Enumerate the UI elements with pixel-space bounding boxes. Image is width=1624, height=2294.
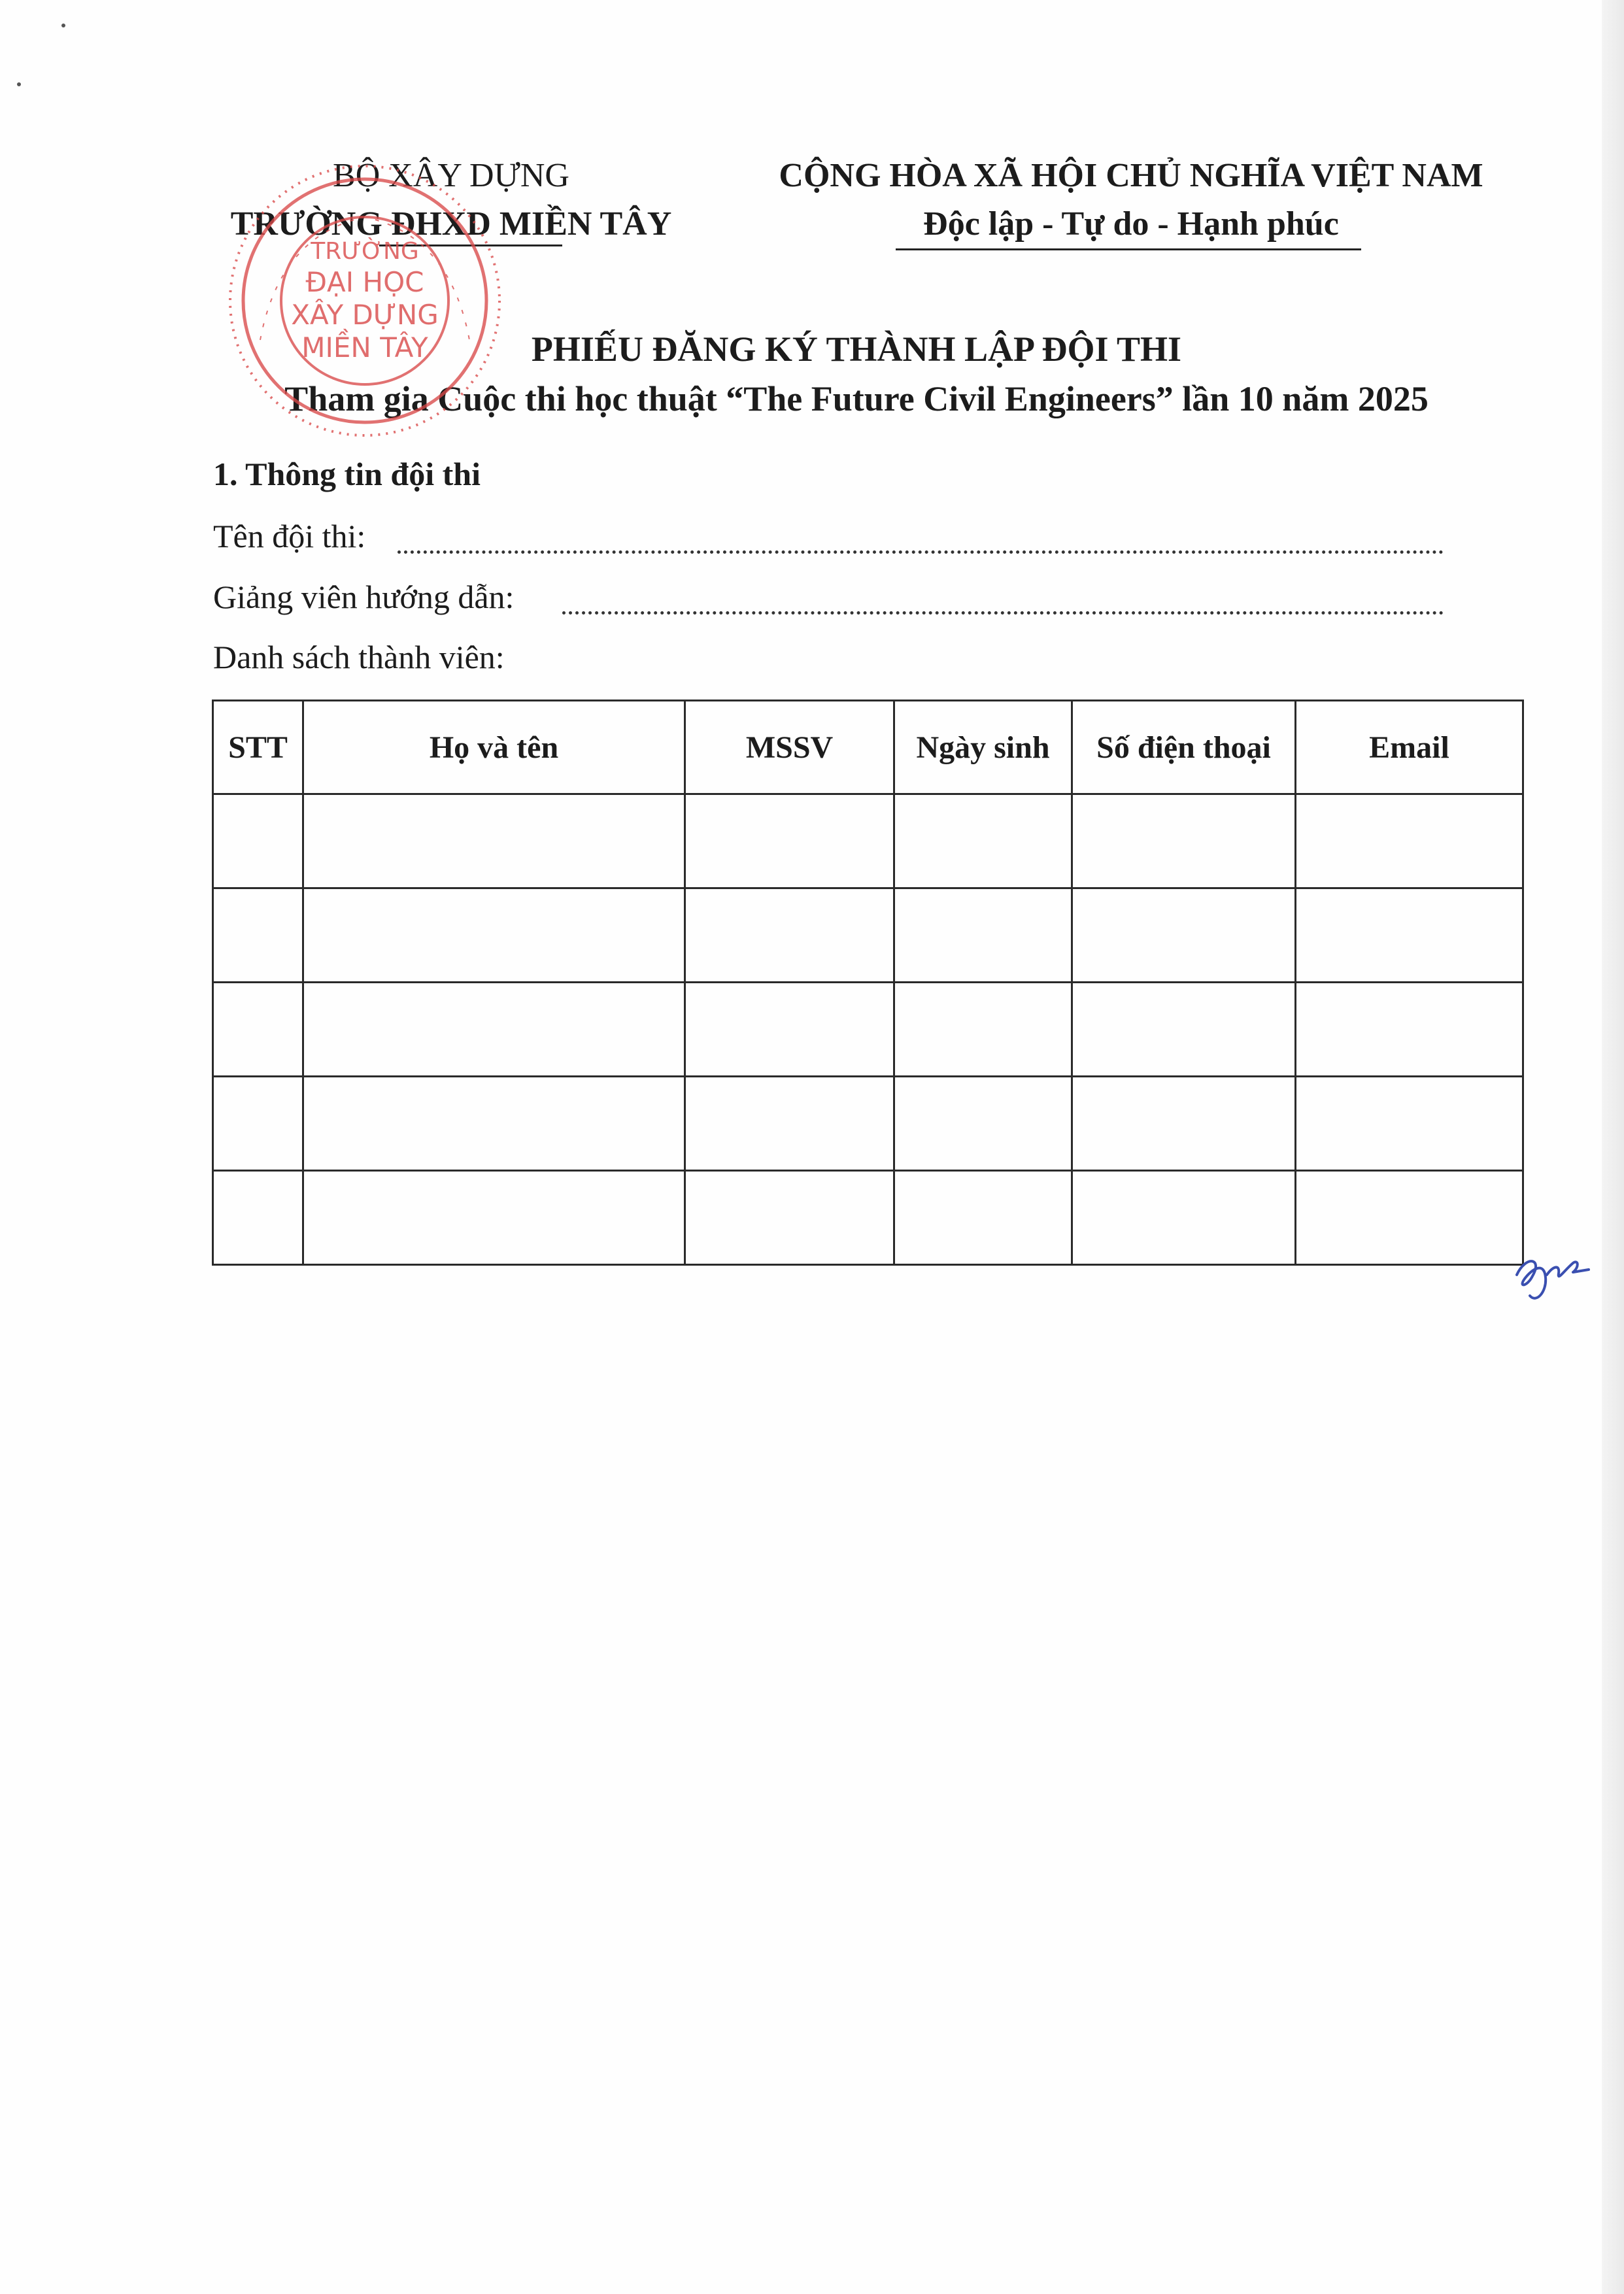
table-cell[interactable] (1296, 983, 1523, 1077)
advisor-field[interactable] (562, 611, 1444, 615)
members-label: Danh sách thành viên: (213, 639, 505, 675)
table-cell[interactable] (303, 888, 685, 983)
table-cell[interactable] (685, 888, 894, 983)
table-cell[interactable] (213, 1077, 303, 1171)
table-cell[interactable] (213, 1171, 303, 1265)
section-heading: 1. Thông tin đội thi (213, 456, 481, 492)
seal-text-line: ĐẠI HỌC (305, 266, 424, 298)
table-header-row (213, 701, 1523, 794)
handwritten-initials (1510, 1249, 1602, 1307)
national-heading (745, 152, 1517, 248)
ministry-name: BỘ XÂY DỰNG (333, 157, 569, 194)
advisor-label: Giảng viên hướng dẫn: (213, 579, 515, 615)
signature-graphic (1510, 1249, 1602, 1307)
column-header-phone: Số điện thoại (1072, 701, 1296, 794)
table-row (213, 794, 1523, 888)
table-cell[interactable] (685, 1077, 894, 1171)
table-cell[interactable] (303, 794, 685, 888)
table-cell[interactable] (1296, 888, 1523, 983)
seal-text-line: XÂY DỰNG (291, 299, 439, 331)
table-cell[interactable] (894, 983, 1072, 1077)
table-cell[interactable] (685, 1171, 894, 1265)
table-cell[interactable] (894, 794, 1072, 888)
table-row (213, 983, 1523, 1077)
scan-speck (61, 24, 65, 27)
column-header-student-id: MSSV (685, 701, 894, 794)
national-motto: Độc lập - Tự do - Hạnh phúc (923, 205, 1339, 243)
scan-speck (17, 82, 21, 86)
school-name: TRƯỜNG ĐHXD MIỀN TÂY (230, 205, 672, 243)
scan-edge (1602, 0, 1624, 2294)
seal-graphic (221, 157, 509, 445)
table-cell[interactable] (894, 1077, 1072, 1171)
motto-underline (896, 248, 1361, 250)
school-seal (221, 157, 509, 445)
column-header-stt: STT (213, 701, 303, 794)
table-cell[interactable] (303, 1077, 685, 1171)
table-cell[interactable] (303, 983, 685, 1077)
column-header-birth-date: Ngày sinh (894, 701, 1072, 794)
table-cell[interactable] (894, 1171, 1072, 1265)
table-cell[interactable] (213, 888, 303, 983)
table-cell[interactable] (1072, 888, 1296, 983)
table-cell[interactable] (1072, 794, 1296, 888)
members-table (212, 700, 1524, 1266)
table-cell[interactable] (1296, 794, 1523, 888)
table-cell[interactable] (1072, 983, 1296, 1077)
team-name-field[interactable] (398, 550, 1444, 554)
table-cell[interactable] (894, 888, 1072, 983)
table-cell[interactable] (213, 794, 303, 888)
table-cell[interactable] (303, 1171, 685, 1265)
column-header-email: Email (1296, 701, 1523, 794)
table-row (213, 888, 1523, 983)
table-cell[interactable] (213, 983, 303, 1077)
table-cell[interactable] (685, 794, 894, 888)
table-cell[interactable] (685, 983, 894, 1077)
form-title: PHIẾU ĐĂNG KÝ THÀNH LẬP ĐỘI THI (531, 329, 1182, 369)
table-row (213, 1171, 1523, 1265)
country-name: CỘNG HÒA XÃ HỘI CHỦ NGHĨA VIỆT NAM (779, 157, 1483, 194)
team-name-label: Tên đội thi: (213, 518, 366, 554)
column-header-full-name: Họ và tên (303, 701, 685, 794)
form-subtitle: Tham gia Cuộc thi học thuật “The Future Civil Engineers” lần 10 năm 2025 (284, 379, 1429, 418)
table-row (213, 1077, 1523, 1171)
table-cell[interactable] (1296, 1171, 1523, 1265)
table-cell[interactable] (1072, 1077, 1296, 1171)
seal-text-line: MIỀN TÂY (301, 331, 428, 363)
table-cell[interactable] (1296, 1077, 1523, 1171)
table-cell[interactable] (1072, 1171, 1296, 1265)
seal-text-line: TRƯỜNG (311, 238, 419, 265)
